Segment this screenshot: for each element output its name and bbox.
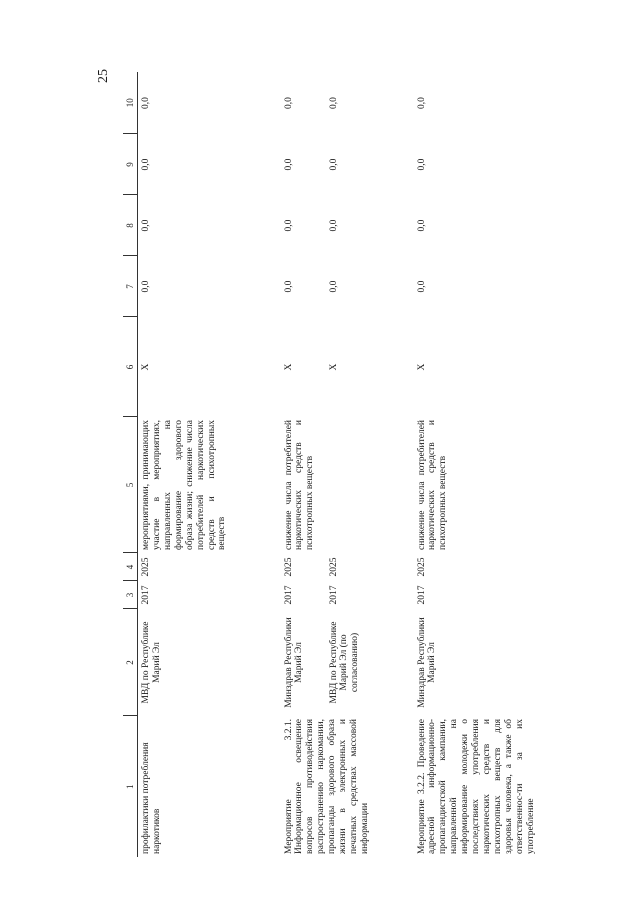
- cell-value: 0,0: [416, 158, 427, 171]
- cell-value: 0,0: [141, 280, 151, 293]
- cell-x-mark: X: [141, 363, 151, 371]
- cell-value: 0,0: [141, 97, 151, 109]
- cell-measure: профилактики потребления наркотиков: [141, 742, 162, 854]
- column-header: 10: [123, 72, 138, 134]
- cell-end-year: 2025: [141, 557, 151, 577]
- column-header: 2: [123, 609, 138, 716]
- cell-x-mark: X: [416, 363, 427, 371]
- cell-executor: МВД по Республике Марий Эл (по согласованию): [328, 621, 361, 704]
- cell-value: 0,0: [283, 280, 294, 293]
- cell-value: 0,0: [283, 97, 294, 109]
- column-header: 6: [123, 317, 138, 417]
- table-row: [138, 72, 281, 857]
- cell-value: 0,0: [416, 97, 427, 109]
- cell-value: 0,0: [416, 219, 427, 232]
- table-row: [414, 72, 544, 857]
- column-header: 3: [123, 581, 138, 609]
- page-number: 25: [96, 69, 111, 83]
- cell-value: 0,0: [328, 219, 339, 232]
- cell-x-mark: X: [328, 363, 339, 371]
- cell-executor: Минздрав Республики Марий Эл: [283, 617, 305, 708]
- cell-value: 0,0: [328, 280, 339, 293]
- cell-value: 0,0: [416, 280, 427, 293]
- column-header: 7: [123, 256, 138, 317]
- column-header: 4: [123, 553, 138, 581]
- cell-expected-result: снижение числа потребителей наркотических средств и психотропных веществ: [416, 420, 449, 550]
- header-row: [123, 72, 138, 857]
- rotated-table-container: [123, 72, 543, 857]
- column-header: 5: [123, 417, 138, 553]
- cell-measure: Мероприятие 3.2.1. Информационное освещение вопросов противодействия распространению наркомании, пропаганды здорового образа жизни в электронных и печатных средствах массовой информации: [283, 719, 370, 854]
- cell-start-year: 2017: [328, 585, 339, 605]
- cell-value: 0,0: [283, 158, 294, 171]
- cell-end-year: 2025: [328, 557, 339, 577]
- cell-start-year: 2017: [141, 585, 151, 605]
- cell-value: 0,0: [328, 97, 339, 109]
- column-header: 1: [123, 716, 138, 857]
- cell-value: 0,0: [283, 219, 294, 232]
- cell-executor: Минздрав Республики Марий Эл: [416, 617, 438, 708]
- cell-expected-result: снижение числа потребителей наркотических средств и психотропных веществ: [283, 420, 316, 550]
- cell-value: 0,0: [141, 219, 151, 232]
- cell-end-year: 2025: [416, 557, 427, 577]
- table-row: [281, 72, 326, 857]
- cell-start-year: 2017: [416, 585, 427, 605]
- column-header: 9: [123, 134, 138, 195]
- cell-expected-result: мероприятиями, принимающих участие в мероприятиях, направленных на формирование здорового образа жизни; снижение числа потребителей наркотических средств и психотропных веществ: [141, 420, 228, 550]
- program-table: [123, 72, 544, 857]
- cell-start-year: 2017: [283, 585, 294, 605]
- cell-end-year: 2025: [283, 557, 294, 577]
- column-header: 8: [123, 195, 138, 256]
- cell-value: 0,0: [328, 158, 339, 171]
- cell-x-mark: X: [283, 363, 294, 371]
- cell-value: 0,0: [141, 158, 151, 171]
- cell-measure: Мероприятие 3.2.2. Проведение адресной информационно-пропагандистской кампании, направленной на информирование молодежи о последствиях употребления наркотических средств и психотропных веществ для здоровья человека, а также об ответственнос-ти за их употребление: [416, 719, 536, 854]
- cell-executor: МВД по Республике Марий Эл: [141, 621, 162, 704]
